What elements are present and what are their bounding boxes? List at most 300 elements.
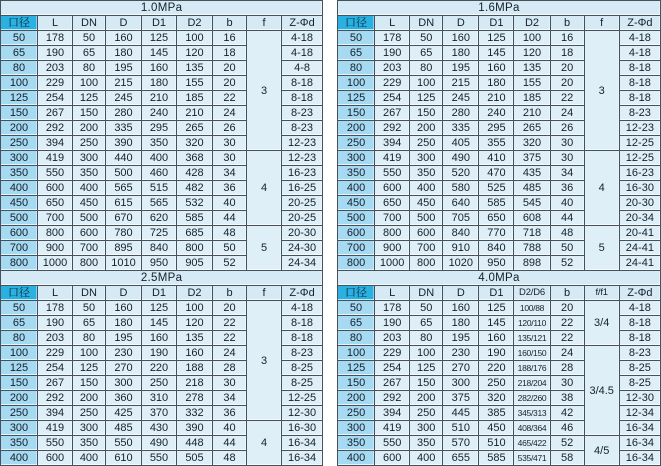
data-cell: 210 [177,106,213,121]
data-cell: 310 [142,391,177,406]
data-cell: 385 [479,406,514,421]
data-cell: 12-23 [282,136,323,151]
data-cell: 135 [177,61,213,76]
data-cell: 178 [38,31,73,46]
column-header: D [106,16,142,31]
row-size-cell: 125 [1,361,38,376]
data-cell: 435 [514,166,550,181]
row-size-cell: 125 [338,91,375,106]
data-cell: 178 [375,31,410,46]
data-cell: 370 [142,406,177,421]
data-cell: 34 [213,166,247,181]
data-cell: 24 [213,106,247,121]
column-header: b [550,286,584,301]
data-cell: 218/204 [514,376,550,391]
data-cell: 1000 [38,256,73,271]
data-cell: 178 [38,301,73,316]
data-cell: 8-23 [282,106,323,121]
data-cell: 58 [550,451,584,466]
column-header: D2 [514,16,550,31]
row-size-cell: 450 [338,196,375,211]
data-cell: 8-18 [282,91,323,106]
data-cell: 267 [375,376,410,391]
data-cell: 250 [142,376,177,391]
row-size-cell: 100 [1,346,38,361]
column-header: f [584,16,619,31]
data-cell: 160 [479,61,514,76]
data-cell: 292 [375,391,410,406]
data-cell: 910 [443,241,479,256]
data-cell: 155 [514,76,550,91]
data-cell: 203 [38,331,73,346]
data-cell: 350 [410,436,443,451]
data-cell: 34 [213,391,247,406]
f-value-cell: 3 [247,301,282,421]
data-cell: 125 [479,301,514,316]
data-cell: 800 [73,256,106,271]
data-cell: 44 [213,436,247,451]
data-cell: 450 [410,196,443,211]
data-cell: 254 [38,361,73,376]
data-cell: 16 [550,31,584,46]
data-cell: 30 [550,376,584,391]
data-cell: 16-23 [282,166,323,181]
data-cell: 898 [514,256,550,271]
column-header: D1 [142,286,177,301]
data-cell: 28 [213,361,247,376]
column-header: D1 [479,286,514,301]
data-cell: 400 [410,451,443,466]
row-size-cell: 200 [338,391,375,406]
data-cell: 125 [410,91,443,106]
data-cell: 700 [410,241,443,256]
data-cell: 80 [73,331,106,346]
data-cell: 160 [106,31,142,46]
data-cell: 26 [213,121,247,136]
data-cell: 18 [213,46,247,61]
data-cell: 419 [375,421,410,436]
data-cell: 16-23 [619,166,660,181]
column-header: Z-Φd [619,286,660,301]
data-cell: 145 [142,46,177,61]
data-cell: 190 [479,346,514,361]
data-cell: 600 [73,226,106,241]
header-row [1,286,323,301]
table-row [338,346,661,361]
data-cell: 254 [375,361,410,376]
left-table-stack [0,0,322,466]
data-cell: 188 [177,361,213,376]
data-cell: 24-41 [619,256,660,271]
data-cell: 670 [106,211,142,226]
data-cell: 180 [142,76,177,91]
data-cell: 195 [443,331,479,346]
data-cell: 160 [142,61,177,76]
data-cell: 770 [479,226,514,241]
row-size-cell: 150 [338,376,375,391]
title-row [1,1,323,16]
data-cell: 20 [550,76,584,91]
column-header: L [38,286,73,301]
data-cell: 160 [443,301,479,316]
data-cell: 40 [213,196,247,211]
pressure-table-25mpa [0,270,323,466]
data-cell: 12-25 [282,391,323,406]
column-header: D1 [142,16,177,31]
data-cell: 230 [106,346,142,361]
data-cell: 200 [73,391,106,406]
table-row [1,421,323,436]
row-size-cell: 450 [1,196,38,211]
data-cell: 510 [443,421,479,436]
header-row [338,16,661,31]
data-cell: 650 [38,196,73,211]
data-cell: 655 [443,451,479,466]
data-cell: 267 [375,106,410,121]
f-value-cell: 4 [247,421,282,466]
data-cell: 20 [213,76,247,91]
data-cell: 350 [73,166,106,181]
data-cell: 280 [443,106,479,121]
data-cell: 160 [443,31,479,46]
data-cell: 22 [550,91,584,106]
data-cell: 360 [106,391,142,406]
data-cell: 46 [550,421,584,436]
data-cell: 150 [410,106,443,121]
data-cell: 600 [410,226,443,241]
data-cell: 16-34 [282,436,323,451]
data-cell: 40 [213,421,247,436]
data-cell: 125 [142,31,177,46]
data-cell: 394 [38,136,73,151]
data-cell: 640 [443,196,479,211]
data-cell: 650 [479,211,514,226]
data-cell: 24 [550,346,584,361]
data-cell: 120 [514,46,550,61]
data-cell: 250 [410,406,443,421]
data-cell: 230 [443,346,479,361]
data-cell: 400 [142,151,177,166]
data-cell: 150 [73,376,106,391]
data-cell: 8-25 [619,361,660,376]
column-header: D2 [177,286,213,301]
row-size-cell: 250 [338,406,375,421]
title-row [338,1,661,16]
data-cell: 65 [73,46,106,61]
data-cell: 8-23 [282,346,323,361]
data-cell: 18 [550,46,584,61]
data-cell: 125 [73,91,106,106]
data-cell: 30 [550,151,584,166]
row-size-cell: 150 [1,106,38,121]
data-cell: 8-23 [619,346,660,361]
data-cell: 532 [177,196,213,211]
row-size-cell: 600 [1,226,38,241]
data-cell: 50 [213,241,247,256]
column-header: D [106,286,142,301]
row-size-cell: 800 [338,256,375,271]
data-cell: 100 [73,346,106,361]
data-cell: 195 [106,331,142,346]
data-cell: 120 [177,316,213,331]
data-cell: 394 [375,406,410,421]
table-row [1,226,323,241]
data-cell: 210 [514,106,550,121]
data-cell: 16-34 [282,451,323,466]
data-cell: 300 [73,421,106,436]
data-cell: 8-18 [282,331,323,346]
column-header: DN [410,16,443,31]
data-cell: 445 [443,406,479,421]
data-cell: 4-18 [282,31,323,46]
data-cell: 8-18 [619,331,660,346]
data-cell: 1000 [375,256,410,271]
column-header: b [213,286,247,301]
data-cell: 215 [106,76,142,91]
column-header: 口径 [338,286,375,301]
data-cell: 16-34 [619,436,660,451]
data-cell: 40 [550,196,584,211]
data-cell: 368 [177,151,213,166]
pressure-table-40mpa [337,270,661,466]
data-cell: 280 [106,106,142,121]
table-row [338,151,661,166]
f-value-cell: 3/4 [584,301,619,346]
data-cell: 34 [550,166,584,181]
data-cell: 685 [177,226,213,241]
data-cell: 335 [106,121,142,136]
data-cell: 188/176 [514,361,550,376]
row-size-cell: 200 [338,121,375,136]
f-value-cell: 5 [584,226,619,271]
data-cell: 160 [177,346,213,361]
row-size-cell: 400 [338,451,375,466]
data-cell: 895 [106,241,142,256]
data-cell: 178 [375,301,410,316]
data-cell: 150 [73,106,106,121]
row-size-cell: 100 [338,76,375,91]
data-cell: 350 [142,136,177,151]
data-cell: 24-34 [282,256,323,271]
data-cell: 320 [514,136,550,151]
data-cell: 800 [38,226,73,241]
row-size-cell: 400 [1,451,38,466]
data-cell: 190 [142,346,177,361]
column-header: D [443,16,479,31]
data-cell: 840 [479,241,514,256]
data-cell: 465/422 [514,436,550,451]
data-cell: 4-8 [282,61,323,76]
data-cell: 135/121 [514,331,550,346]
data-cell: 700 [375,211,410,226]
column-header: Z-Φd [282,16,323,31]
data-cell: 500 [106,166,142,181]
header-row [338,286,661,301]
data-cell: 20 [550,301,584,316]
column-header: f [247,16,282,31]
data-cell: 180 [479,76,514,91]
column-header: Z-Φd [619,16,660,31]
data-cell: 8-18 [619,76,660,91]
data-cell: 780 [106,226,142,241]
data-cell: 8-23 [282,121,323,136]
table-row [338,31,661,46]
data-cell: 8-18 [619,91,660,106]
data-cell: 100 [177,301,213,316]
f-value-cell: 4 [247,151,282,226]
data-cell: 608 [514,211,550,226]
f-value-cell: 5 [247,226,282,271]
data-cell: 36 [213,181,247,196]
data-cell: 203 [38,61,73,76]
data-cell: 725 [142,226,177,241]
data-cell: 16-25 [282,181,323,196]
data-cell: 448 [177,436,213,451]
data-cell: 180 [106,316,142,331]
column-header: 口径 [1,16,38,31]
data-cell: 218 [177,376,213,391]
data-cell: 267 [38,376,73,391]
data-cell: 220 [142,361,177,376]
data-cell: 515 [142,181,177,196]
data-cell: 300 [106,376,142,391]
data-cell: 65 [410,316,443,331]
data-cell: 100 [410,76,443,91]
column-header: f/f1 [584,286,619,301]
table-row [338,436,661,451]
column-header: D1 [479,16,514,31]
data-cell: 615 [106,196,142,211]
data-cell: 610 [106,451,142,466]
data-cell: 24 [550,106,584,121]
row-size-cell: 400 [1,181,38,196]
f-value-cell: 3/4.5 [584,346,619,436]
table-title: 2.5MPa [1,271,323,286]
table-title: 1.6MPa [338,1,661,16]
data-cell: 145 [479,316,514,331]
data-cell: 510 [479,436,514,451]
data-cell: 375 [443,391,479,406]
data-cell: 30 [550,136,584,151]
data-cell: 160 [479,331,514,346]
data-cell: 100 [177,31,213,46]
data-cell: 30 [213,136,247,151]
column-header: f [247,286,282,301]
data-cell: 12-25 [619,136,660,151]
data-cell: 203 [375,61,410,76]
data-cell: 245 [106,91,142,106]
data-cell: 200 [73,121,106,136]
data-cell: 52 [550,256,584,271]
data-cell: 215 [443,76,479,91]
data-cell: 265 [177,121,213,136]
data-cell: 20-41 [619,226,660,241]
data-cell: 250 [73,136,106,151]
data-cell: 38 [550,391,584,406]
data-cell: 4-18 [282,46,323,61]
data-cell: 12-30 [619,391,660,406]
data-cell: 585 [177,211,213,226]
f-value-cell: 3 [247,31,282,151]
data-cell: 12-25 [619,151,660,166]
data-cell: 585 [479,451,514,466]
data-cell: 190 [38,46,73,61]
row-size-cell: 65 [1,316,38,331]
data-cell: 600 [375,451,410,466]
data-cell: 545 [514,196,550,211]
column-header: L [375,286,410,301]
data-cell: 65 [410,46,443,61]
row-size-cell: 125 [1,91,38,106]
data-cell: 22 [213,316,247,331]
data-cell: 390 [177,421,213,436]
data-cell: 250 [410,136,443,151]
data-cell: 16 [213,31,247,46]
data-cell: 1020 [443,256,479,271]
data-cell: 190 [375,46,410,61]
data-cell: 36 [213,406,247,421]
data-cell: 200 [410,391,443,406]
table-row [338,301,661,316]
column-header: DN [410,286,443,301]
data-cell: 350 [73,436,106,451]
data-cell: 300 [410,421,443,436]
data-cell: 460 [142,166,177,181]
data-cell: 525 [479,181,514,196]
data-cell: 295 [479,121,514,136]
data-cell: 1010 [106,256,142,271]
column-header: D2 [177,16,213,31]
data-cell: 50 [73,31,106,46]
data-cell: 210 [142,91,177,106]
table-row [1,151,323,166]
table-row [1,301,323,316]
data-cell: 80 [410,331,443,346]
data-cell: 100 [410,346,443,361]
row-size-cell: 150 [338,106,375,121]
data-cell: 950 [479,256,514,271]
data-cell: 16-34 [619,451,660,466]
row-size-cell: 800 [1,256,38,271]
data-cell: 180 [106,46,142,61]
column-header: 口径 [338,16,375,31]
data-cell: 30 [213,376,247,391]
data-cell: 8-25 [282,361,323,376]
data-cell: 550 [375,166,410,181]
data-cell: 50 [550,241,584,256]
data-cell: 254 [375,91,410,106]
data-cell: 190 [375,316,410,331]
row-size-cell: 350 [338,436,375,451]
data-cell: 240 [479,106,514,121]
data-cell: 800 [410,256,443,271]
row-size-cell: 400 [338,181,375,196]
data-cell: 840 [142,241,177,256]
row-size-cell: 80 [338,331,375,346]
data-cell: 20 [213,301,247,316]
data-cell: 394 [38,406,73,421]
data-cell: 12-23 [282,151,323,166]
data-cell: 292 [38,121,73,136]
data-cell: 160/150 [514,346,550,361]
column-header: b [550,16,584,31]
data-cell: 245 [443,91,479,106]
data-cell: 700 [73,241,106,256]
row-size-cell: 100 [1,76,38,91]
row-size-cell: 200 [1,121,38,136]
data-cell: 26 [550,121,584,136]
data-cell: 718 [514,226,550,241]
